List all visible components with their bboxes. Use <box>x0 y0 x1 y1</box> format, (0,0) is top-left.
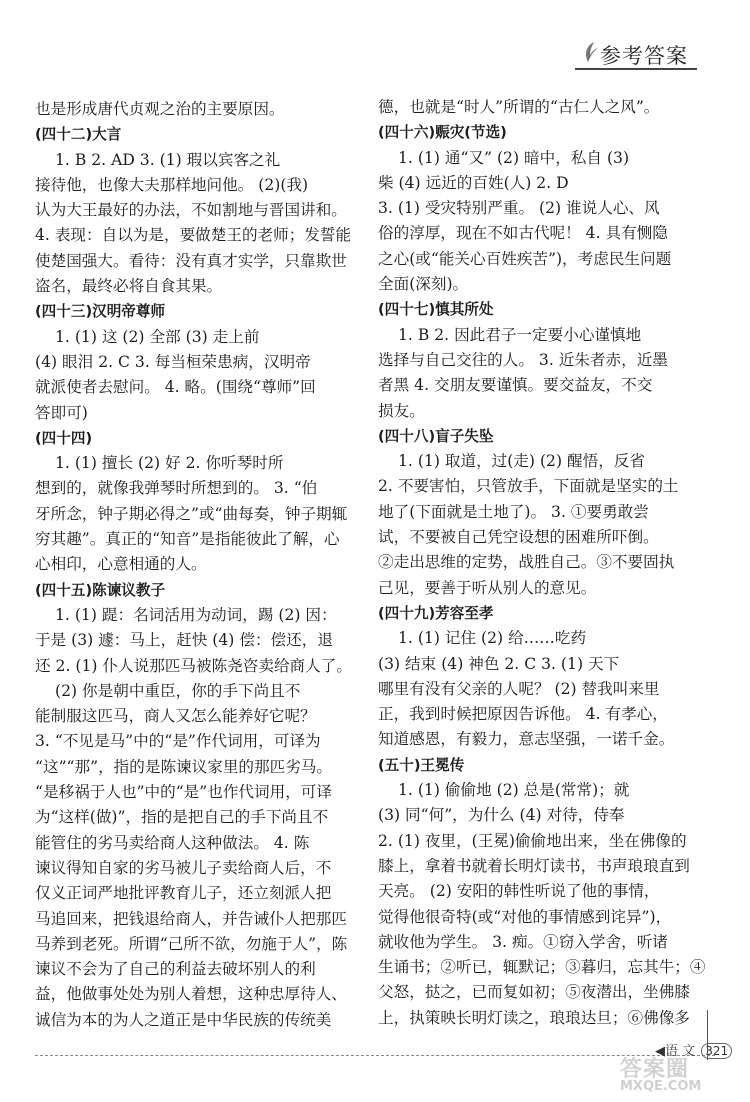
text-line: 德，也就是“时人”所谓的“古仁人之风”。 <box>378 98 660 116</box>
text-line: 知道感恩，有毅力，意志坚强，一诺千金。 <box>378 730 675 749</box>
text-line: 盗名，最终必将自食其果。 <box>35 277 223 296</box>
text-line: 1. (1) 这 (2) 全部 (3) 走上前 <box>55 327 260 346</box>
page-number: 321 <box>701 1043 732 1059</box>
text-line: 1. (1) 记住 (2) 给……吃药 <box>398 629 587 648</box>
text-line: 于是 (3) 遽：马上，赶快 (4) 偿：偿还，退 <box>35 631 333 650</box>
text-line: (3) 同“何”，为什么 (4) 对待，侍奉 <box>378 806 625 825</box>
watermark-sub: MXQE.COM <box>620 1079 702 1094</box>
subject-label: ◀语 文 <box>655 1044 696 1059</box>
text-line: 答即可) <box>35 403 88 422</box>
text-line: 诚信为本的为人之道正是中华民族的传统美 <box>35 1010 332 1029</box>
header-rule <box>575 68 697 70</box>
page-header-title: 参考答案 <box>600 44 688 68</box>
section-heading: (四十四) <box>35 429 93 447</box>
text-line: 能管住的劣马卖给商人这种做法。 4. 陈 <box>35 833 310 852</box>
text-line: “这”“那”，指的是陈谏议家里的那匹劣马。 <box>35 757 332 776</box>
text-line: 还 2. (1) 仆人说那匹马被陈尧咨卖给商人了。 <box>35 656 352 675</box>
text-line: 天亮。 (2) 安阳的韩性听说了他的事情， <box>378 882 660 901</box>
text-line: (2) 你是朝中重臣，你的手下尚且不 <box>55 681 301 700</box>
text-line: 试，不要被自己凭空设想的困难所吓倒。 <box>378 528 659 547</box>
text-line: (3) 结束 (4) 神色 2. C 3. (1) 天下 <box>378 654 620 673</box>
text-line: 3. “不见是马”中的“是”作代词用，可译为 <box>35 732 321 751</box>
text-line: 上，执策映长明灯读之，琅琅达旦；⑥佛像多 <box>378 1008 690 1027</box>
text-line: 损友。 <box>378 401 425 420</box>
text-line: 谏议不会为了自己的利益去破坏别人的利 <box>35 960 316 979</box>
left-text-column <box>35 97 360 1033</box>
text-line: 想到的，就像我弹琴时所想到的。 3. “伯 <box>35 479 318 498</box>
text-line: 觉得他很奇特(或“对他的事情感到诧异”)， <box>378 907 672 926</box>
section-heading: (四十五)陈谏议教子 <box>35 581 166 599</box>
text-line: 全面(深刻)。 <box>378 275 469 294</box>
text-line: 也是形成唐代贞观之治的主要原因。 <box>35 100 285 118</box>
text-line: 柴 (4) 远近的百姓(人) 2. D <box>378 173 569 192</box>
text-line: 哪里有没有父亲的人呢？ (2) 替我叫来里 <box>378 679 660 698</box>
footer-dashed-rule <box>35 1055 715 1056</box>
text-line: 心相印，心意相通的人。 <box>35 555 207 574</box>
text-line: 1. B 2. AD 3. (1) 瑕以宾客之礼 <box>55 150 281 169</box>
text-line: 马追回来，把钱退给商人，并告诫仆人把那匹 <box>35 909 347 928</box>
text-line: 益，他做事处处为别人着想，这种忠厚待人、 <box>35 985 347 1004</box>
text-line: 己见，要善于听从别人的意见。 <box>378 578 597 597</box>
section-heading: (四十八)盲子失坠 <box>378 427 494 445</box>
section-heading: (四十六)赈灾(节选) <box>378 124 507 142</box>
brush-ornament-icon <box>580 40 602 66</box>
text-line: 牙所念，钟子期必得之”或“曲每奏，钟子期辄 <box>35 504 348 523</box>
text-line: 就收他为学生。 3. 痴。①窃入学舍，听诸 <box>378 932 668 951</box>
text-line: 1. (1) 踶：名词活用为动词，踢 (2) 因： <box>55 605 337 624</box>
text-line: 接待他，也像大夫那样地问他。 (2)(我) <box>35 175 309 194</box>
text-line: 2. (1) 夜里，(王冕)偷偷地出来，坐在佛像的 <box>378 831 687 850</box>
text-line: 选择与自己交往的人。 3. 近朱者赤，近墨 <box>378 350 668 369</box>
text-line: 2. 不要害怕，只管放手，下面就是坚实的土 <box>378 477 679 496</box>
text-line: 使楚国强大。看待：没有真才实学，只靠欺世 <box>35 251 347 270</box>
text-line: 能制服这匹马，商人又怎么能养好它呢？ <box>35 707 316 726</box>
section-heading: (四十七)慎其所处 <box>378 301 494 319</box>
text-line: 4. 表现：自以为是，要做楚王的老师；发誓能 <box>35 226 352 245</box>
text-line: 为“这样(做)”，指的是把自己的手下尚且不 <box>35 808 329 827</box>
section-heading: (五十)王冕传 <box>378 756 465 774</box>
text-line: 仅义正词严地批评教育儿子，还立刻派人把 <box>35 884 332 903</box>
text-line: 正，我到时候把原因告诉他。 4. 有孝心， <box>378 705 668 724</box>
text-line: 3. (1) 受灾特别严重。 (2) 谁说人心、风 <box>378 199 660 218</box>
text-line: 马养到老死。所谓“己所不欲，勿施于人”，陈 <box>35 934 348 953</box>
text-line: 俗的淳厚，现在不如古代呢！ 4. 具有恻隐 <box>378 224 668 243</box>
watermark-main: 答案圈 <box>620 1057 690 1082</box>
text-line: “是移祸于人也”中的“是”也作代词用，可译 <box>35 783 332 802</box>
text-line: 1. (1) 取道，过(走) (2) 醒悟，反省 <box>398 452 645 471</box>
text-line: 父怒，挞之，已而复如初；⑤夜潜出，坐佛膝 <box>378 983 690 1002</box>
right-text-column <box>378 95 706 1031</box>
text-line: 地了(下面就是土地了)。 3. ①要勇敢尝 <box>378 502 649 521</box>
text-line: 就派使者去慰问。 4. 略。(围绕“尊师”回 <box>35 378 316 397</box>
section-heading: (四十九)芳容至孝 <box>378 604 494 622</box>
watermark <box>620 1052 701 1094</box>
text-line: 膝上，拿着书就着长明灯读书，书声琅琅直到 <box>378 856 690 875</box>
text-line: 者黑 4. 交朋友要谨慎。要交益友，不交 <box>378 376 653 395</box>
text-line: 之心(或“能关心百姓疾苦”)，考虑民生问题 <box>378 249 672 268</box>
text-line: 谏议得知自家的劣马被儿子卖给商人后，不 <box>35 858 332 877</box>
text-line: (4) 眼泪 2. C 3. 每当桓荣患病，汉明帝 <box>35 352 311 371</box>
text-line: 生诵书；②听已，辄默记；③暮归，忘其牛；④ <box>378 958 706 977</box>
text-line: 1. (1) 擅长 (2) 好 2. 你听琴时所 <box>55 454 284 473</box>
text-line: ②走出思维的定势，战胜自己。③不要固执 <box>378 553 675 572</box>
text-line: 1. (1) 通“又” (2) 暗中，私自 (3) <box>398 148 630 167</box>
text-line: 1. (1) 偷偷地 (2) 总是(常常)；就 <box>398 781 630 800</box>
text-line: 1. B 2. 因此君子一定要小心谨慎地 <box>398 325 642 344</box>
section-heading: (四十二)大言 <box>35 126 122 144</box>
section-heading: (四十三)汉明帝尊师 <box>35 303 166 321</box>
text-line: 穷其趣”。真正的“知音”是指能彼此了解，心 <box>35 530 340 549</box>
text-line: 认为大王最好的办法，不如割地与晋国讲和。 <box>35 201 347 220</box>
